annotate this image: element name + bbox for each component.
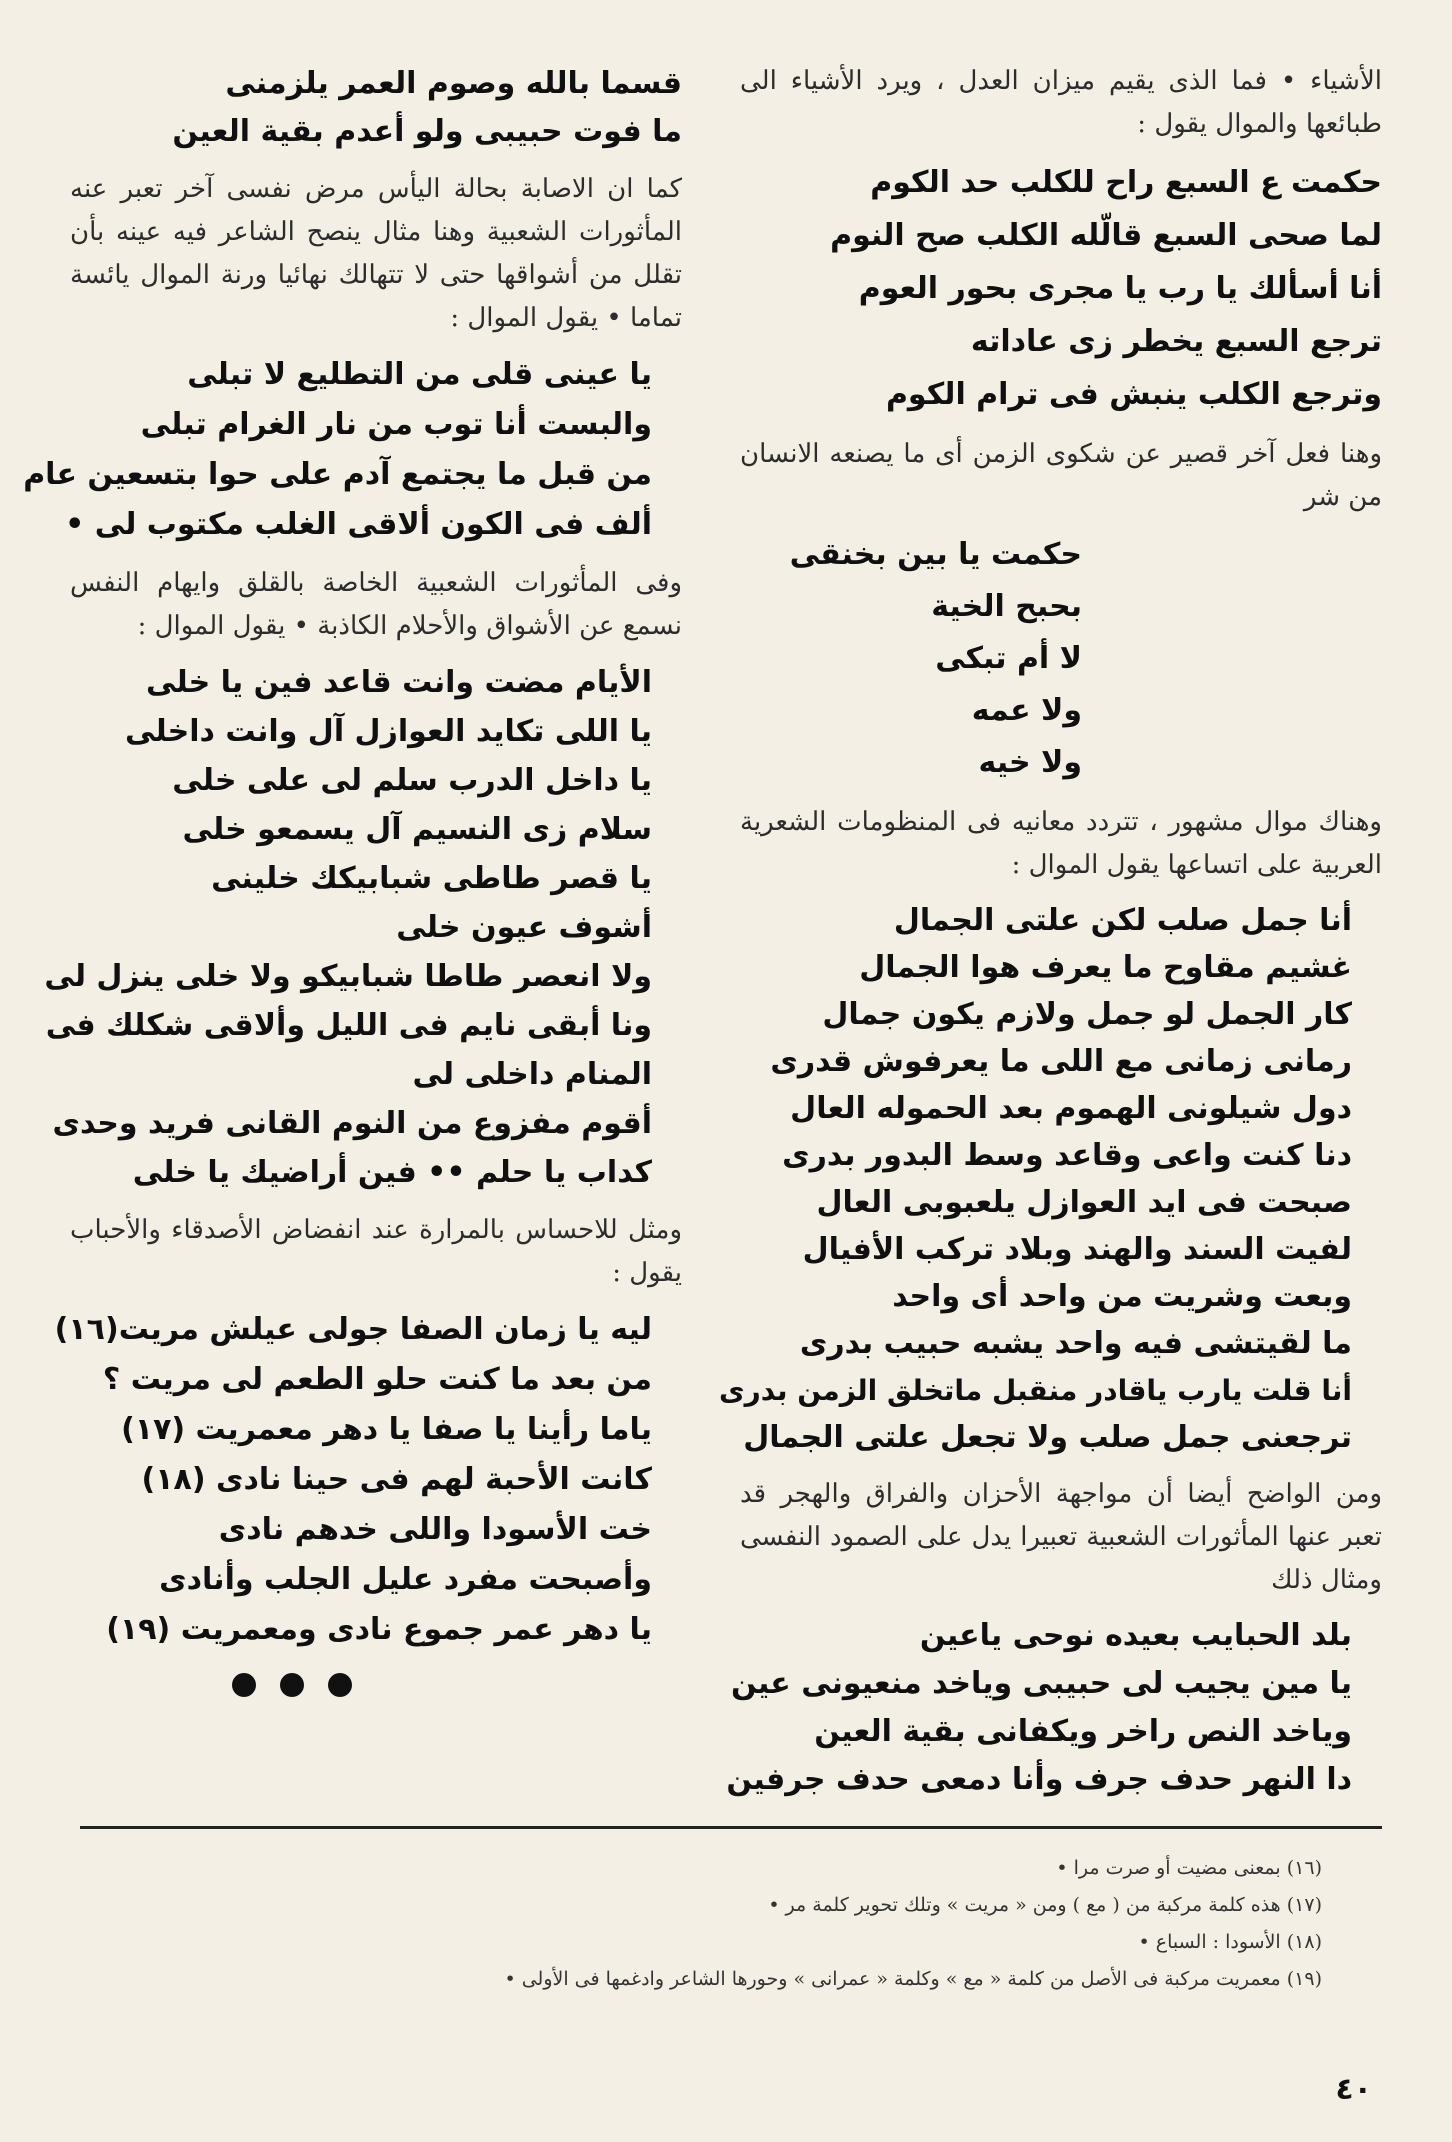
verse-line: المنام داخلى لى	[412, 1057, 652, 1092]
verse-line: ولا انعصر طاطا شبابيكو ولا خلى ينزل لى	[44, 959, 652, 994]
verse-line: ياما رأينا يا صفا يا دهر معمريت (١٧)	[121, 1412, 652, 1447]
verse-line: أنا أسألك يا رب يا مجرى بحور العوم	[858, 271, 1382, 306]
verse-block	[23, 350, 682, 550]
verse-line: أنا جمل صلب لكن علتى الجمال	[893, 903, 1352, 938]
verse-line: لا أم تبكى	[935, 641, 1082, 676]
verse-line: وبعت وشريت من واحد أى واحد	[892, 1279, 1352, 1314]
section-end-dots	[70, 1673, 682, 1697]
footnote: (١٨) الأسودا : السباع •	[1138, 1931, 1322, 1953]
verse-line: دنا كنت واعى وقاعد وسط البدور بدرى	[782, 1138, 1352, 1173]
verse-line: كانت الأحبة لهم فى حينا نادى (١٨)	[141, 1462, 652, 1497]
dot-ornament	[232, 1673, 256, 1697]
paragraph: وهنا فعل آخر قصير عن شكوى الزمن أى ما يصنعه الانسان من شر	[740, 439, 1383, 512]
verse-line: يا داخل الدرب سلم لى على خلى	[172, 763, 652, 798]
verse-line: ولا خيه	[978, 745, 1082, 780]
dot-ornament	[280, 1673, 304, 1697]
verse-line: يا مين يجيب لى حبيبى وياخد منعيونى عين	[731, 1666, 1352, 1701]
verse-line: لفيت السند والهند وبلاد تركب الأفيال	[802, 1232, 1352, 1267]
dot-ornament	[328, 1673, 352, 1697]
verse-line: ولا عمه	[971, 693, 1082, 728]
footnote: (١٦) بمعنى مضيت أو صرت مرا •	[1056, 1857, 1322, 1879]
verse-line: لما صحى السبع قالّله الكلب صح النوم	[830, 218, 1382, 253]
verse-line: يا دهر عمر جموع نادى ومعمريت (١٩)	[106, 1612, 652, 1647]
paragraph: كما ان الاصابة بحالة اليأس مرض نفسى آخر تعبر عنه المأثورات الشعبية وهنا مثال ينصح الشاعر فيه عينه بأن تقلل من أشواقها حتى لا تتهالك نهائيا ورنة الموال يائسة تماما • يقول الموال :	[70, 174, 682, 333]
verse-block	[44, 658, 682, 1197]
verse-line: حكمت يا بين بخنقى	[789, 537, 1082, 572]
paragraph: وفى المأثورات الشعبية الخاصة بالقلق وايهام النفس نسمع عن الأشواق والأحلام الكاذبة • يقول الموال :	[70, 568, 682, 641]
verse-line: سلام زى النسيم آل يسمعو خلى	[182, 812, 652, 847]
paragraph: ومثل للاحساس بالمرارة عند انفضاض الأصدقاء والأحباب يقول :	[70, 1215, 682, 1288]
verse-line: يا عينى قلى من التطليع لا تبلى	[187, 357, 652, 392]
verse-line: الأيام مضت وانت قاعد فين يا خلى	[145, 665, 652, 700]
verse-block	[54, 1305, 682, 1655]
verse-line: يا اللى تكايد العوازل آل وانت داخلى	[125, 714, 652, 749]
verse-line: كداب يا حلم •• فين أراضيك يا خلى	[132, 1155, 652, 1190]
verse-line: حكمت ع السبع راح للكلب حد الكوم	[870, 165, 1382, 200]
verse-line: ما لقيتشى فيه واحد يشبه حبيب بدرى	[799, 1326, 1352, 1361]
right-column	[719, 60, 1383, 1804]
verse-line: وترجع الكلب ينبش فى ترام الكوم	[885, 377, 1382, 412]
verse-line: وياخد النص راخر ويكفانى بقية العين	[814, 1714, 1352, 1749]
verse-line: يا قصر طاطى شبابيكك خلينى	[211, 861, 652, 896]
footnote: (١٩) معمريت مركبة فى الأصل من كلمة « مع » وكلمة « عمرانى » وحورها الشاعر وادغمها فى الأولى •	[504, 1968, 1322, 1990]
footnote: (١٧) هذه كلمة مركبة من ( مع ) ومن « مريت » وتلك تحوير كلمة مر •	[768, 1894, 1322, 1916]
verse-line: ما فوت حبيبى ولو أعدم بقية العين	[172, 114, 682, 149]
verse-line: بحبح الخية	[931, 589, 1082, 624]
paragraph: ومن الواضح أيضا أن مواجهة الأحزان والفراق والهجر قد تعبر عنها المأثورات الشعبية تعبيرا يدل على الصمود النفسى ومثال ذلك	[740, 1479, 1382, 1595]
left-column	[23, 60, 682, 1697]
footnotes	[120, 1850, 1322, 1998]
verse-line: ليه يا زمان الصفا جولى عيلش مريت(١٦)	[54, 1312, 652, 1347]
verse-line: غشيم مقاوح ما يعرف هوا الجمال	[859, 950, 1352, 985]
verse-line: دا النهر حدف جرف وأنا دمعى حدف جرفين	[726, 1762, 1352, 1797]
verse-line: أنا قلت يارب ياقادر منقبل ماتخلق الزمن بدرى	[719, 1374, 1352, 1407]
verse-block	[726, 1612, 1382, 1804]
verse-line: دول شيلونى الهموم بعد الحموله العال	[790, 1091, 1352, 1126]
paragraph: الأشياء • فما الذى يقيم ميزان العدل ، ويرد الأشياء الى طبائعها والموال يقول :	[740, 66, 1382, 139]
verse-line: وأصبحت مفرد عليل الجلب وأنادى	[159, 1562, 652, 1597]
verse-line: رمانى زمانى مع اللى ما يعرفوش قدرى	[770, 1044, 1352, 1079]
verse-line: ترجع السبع يخطر زى عاداته	[970, 324, 1382, 359]
page-number: ٤٠	[1335, 2072, 1372, 2107]
footnote-divider	[80, 1826, 1382, 1829]
verse-line: ترجعنى جمل صلب ولا تجعل علتى الجمال	[743, 1420, 1352, 1455]
verse-block	[740, 156, 1382, 421]
verse-line: صبحت فى ايد العوازل يلعبوبى العال	[816, 1185, 1352, 1220]
verse-line: بلد الحبايب بعيده نوحى ياعين	[919, 1618, 1352, 1653]
verse-line: ونا أبقى نايم فى الليل وألاقى شكلك فى	[45, 1008, 652, 1043]
verse-line: قسما بالله وصوم العمر يلزمنى	[225, 66, 682, 101]
paragraph: وهناك موال مشهور ، تتردد معانيه فى المنظومات الشعرية العربية على اتساعها يقول الموال :	[740, 807, 1382, 880]
verse-block	[70, 60, 682, 156]
verse-line: من بعد ما كنت حلو الطعم لى مريت ؟	[102, 1362, 652, 1397]
verse-block	[719, 897, 1382, 1461]
verse-line: من قبل ما يجتمع آدم على حوا بتسعين عام	[23, 457, 652, 492]
verse-block	[740, 529, 1382, 789]
verse-line: خت الأسودا واللى خدهم نادى	[218, 1512, 652, 1547]
verse-line: أقوم مفزوع من النوم القانى فريد وحدى	[52, 1106, 652, 1141]
verse-line: أشوف عيون خلى	[396, 910, 652, 945]
verse-line: كار الجمل لو جمل ولازم يكون جمال	[822, 997, 1352, 1032]
verse-line: ألف فى الكون ألاقى الغلب مكتوب لى •	[65, 507, 652, 542]
verse-line: والبست أنا توب من نار الغرام تبلى	[140, 407, 652, 442]
